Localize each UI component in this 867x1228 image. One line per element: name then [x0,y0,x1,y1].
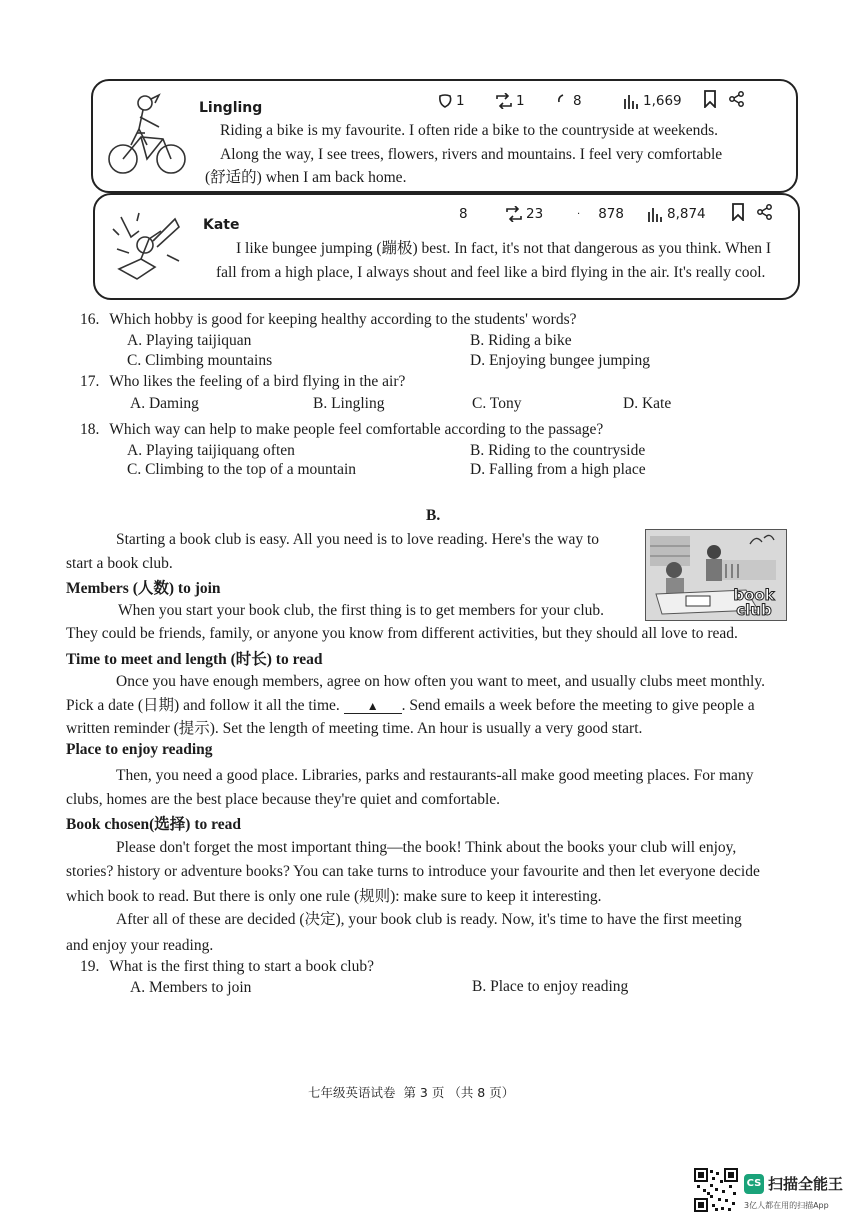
question-text: Which hobby is good for keeping healthy according to the students' words? [109,311,577,328]
answer-blank[interactable] [344,699,402,714]
post-text-line: I like bungee jumping (蹦极) best. In fact, it's not that dangerous as you think. When I [236,240,771,257]
heading-time: Time to meet and length (时长) to read [66,651,323,668]
question-19 [80,958,374,976]
dot-icon: · [577,208,581,220]
post-card-lingling [91,79,798,193]
question-18 [80,421,603,439]
question-number: 19. [80,958,100,975]
comment-count: 1 [456,93,465,109]
scanner-brand: 扫描全能王 [768,1175,844,1193]
post-text [205,119,800,190]
views-count: 8,874 [667,206,706,222]
members-line-2: They could be friends, family, or anyone you know from different activities, but they should all love to read. [66,625,738,642]
option-16-a[interactable]: A. Playing taijiquan [127,332,252,349]
bungee-jumper-icon [109,209,189,281]
option-19-a[interactable]: A. Members to join [130,979,252,996]
post-text-line: fall from a high place, I always shout and feel like a bird flying in the air. It's really cool. [216,263,766,281]
views-stat [647,206,725,222]
bookmark-icon[interactable] [731,203,745,225]
cyclist-icon [107,93,187,177]
time-line-2 [66,694,755,718]
option-18-b[interactable]: B. Riding to the countryside [470,442,646,459]
repost-stat[interactable] [505,206,567,222]
book-club-image [645,529,787,621]
option-18-c[interactable]: C. Climbing to the top of a mountain [127,461,357,478]
question-text: Who likes the feeling of a bird flying in the air? [109,373,406,390]
bar-chart-icon [623,93,639,109]
heading-book: Book chosen(选择) to read [66,816,241,833]
scanner-logo: CS [744,1174,764,1194]
qr-code-icon [694,1168,738,1212]
time-line-3: written reminder (提示). Set the length of meeting time. An hour is usually a very good start. [66,720,643,737]
like-stat[interactable] [555,93,623,109]
question-number: 18. [80,421,100,438]
question-number: 17. [80,373,100,390]
post-stats-bar [455,203,785,225]
triangle-icon: ▲ [366,699,379,713]
like-count: 878 [598,206,624,222]
bookmark-icon[interactable] [703,90,717,112]
time-line-2-start: Pick a date (日期) and follow it all the time. [66,697,340,714]
comment-stat[interactable] [437,93,495,109]
post-author: Lingling [199,100,263,116]
option-17-b[interactable]: B. Lingling [313,395,385,412]
comment-icon [437,93,453,109]
option-17-c[interactable]: C. Tony [472,395,522,412]
repost-icon [505,206,523,222]
heart-icon [555,93,567,109]
post-text [216,237,796,284]
place-line-1: Then, you need a good place. Libraries, parks and restaurants-all make good meeting places. For many [116,767,754,784]
time-line-2-end: . Send emails a week before the meeting to give people a [401,697,755,714]
time-line-1: Once you have enough members, agree on how often you want to meet, and usually clubs meet monthly. [116,673,765,690]
question-16 [80,311,577,329]
scanner-watermark [694,1168,854,1216]
post-card-kate [93,193,800,300]
option-16-d[interactable]: D. Enjoying bungee jumping [470,352,650,369]
option-17-d[interactable]: D. Kate [623,395,672,412]
page-footer: 七年级英语试卷 第 3 页 （共 8 页） [308,1085,515,1100]
heading-members: Members (人数) to join [66,580,221,597]
option-16-b[interactable]: B. Riding a bike [470,332,572,349]
share-icon[interactable] [729,91,745,111]
question-number: 16. [80,311,100,328]
intro-line-2: start a book club. [66,555,173,572]
option-19-b[interactable]: B. Place to enjoy reading [472,978,629,995]
comment-stat[interactable] [455,206,505,222]
repost-icon [495,93,513,109]
like-stat[interactable] [567,206,647,222]
post-text-line: (舒适的) when I am back home. [205,169,407,186]
post-text-line: Along the way, I see trees, flowers, rivers and mountains. I feel very comfortable [220,145,723,163]
repost-count: 1 [516,93,525,109]
book-line-2: stories? history or adventure books? You can take turns to introduce your favourite and then let everyone decide [66,863,760,880]
option-18-a[interactable]: A. Playing taijiquang often [127,442,295,459]
ending-line-1: After all of these are decided (决定), your book club is ready. Now, it's time to have the first meeting [116,911,742,928]
intro-line-1: Starting a book club is easy. All you need is to love reading. Here's the way to [116,531,600,548]
share-icon[interactable] [757,204,773,224]
repost-count: 23 [526,206,544,222]
section-label: B. [426,507,441,524]
comment-count: 8 [459,206,468,222]
repost-stat[interactable] [495,93,555,109]
views-stat [623,93,699,109]
question-text: Which way can help to make people feel comfortable according to the passage? [109,421,604,438]
like-count: 8 [573,93,582,109]
scanner-tagline: 3亿人都在用的扫描App [744,1201,829,1210]
members-line-1: When you start your book club, the first thing is to get members for your club. [118,602,605,619]
heading-place: Place to enjoy reading [66,741,213,758]
option-18-d[interactable]: D. Falling from a high place [470,461,646,478]
place-line-2: clubs, homes are the best place because they're quiet and comfortable. [66,791,501,808]
post-text-line: Riding a bike is my favourite. I often ride a bike to the countryside at weekends. [220,122,719,139]
option-16-c[interactable]: C. Climbing mountains [127,352,273,369]
option-17-a[interactable]: A. Daming [130,395,199,412]
post-stats-bar [437,90,767,112]
book-line-1: Please don't forget the most important thing—the book! Think about the books your club will enjoy, [116,839,737,856]
book-club-image-label: book club [733,586,775,619]
question-17 [80,373,405,391]
ending-line-2: and enjoy your reading. [66,937,214,954]
book-line-3: which book to read. But there is only one rule (规则): make sure to keep it interesting. [66,888,602,905]
bar-chart-icon [647,206,663,222]
views-count: 1,669 [643,93,682,109]
question-text: What is the first thing to start a book club? [109,958,374,975]
post-author: Kate [203,217,240,233]
